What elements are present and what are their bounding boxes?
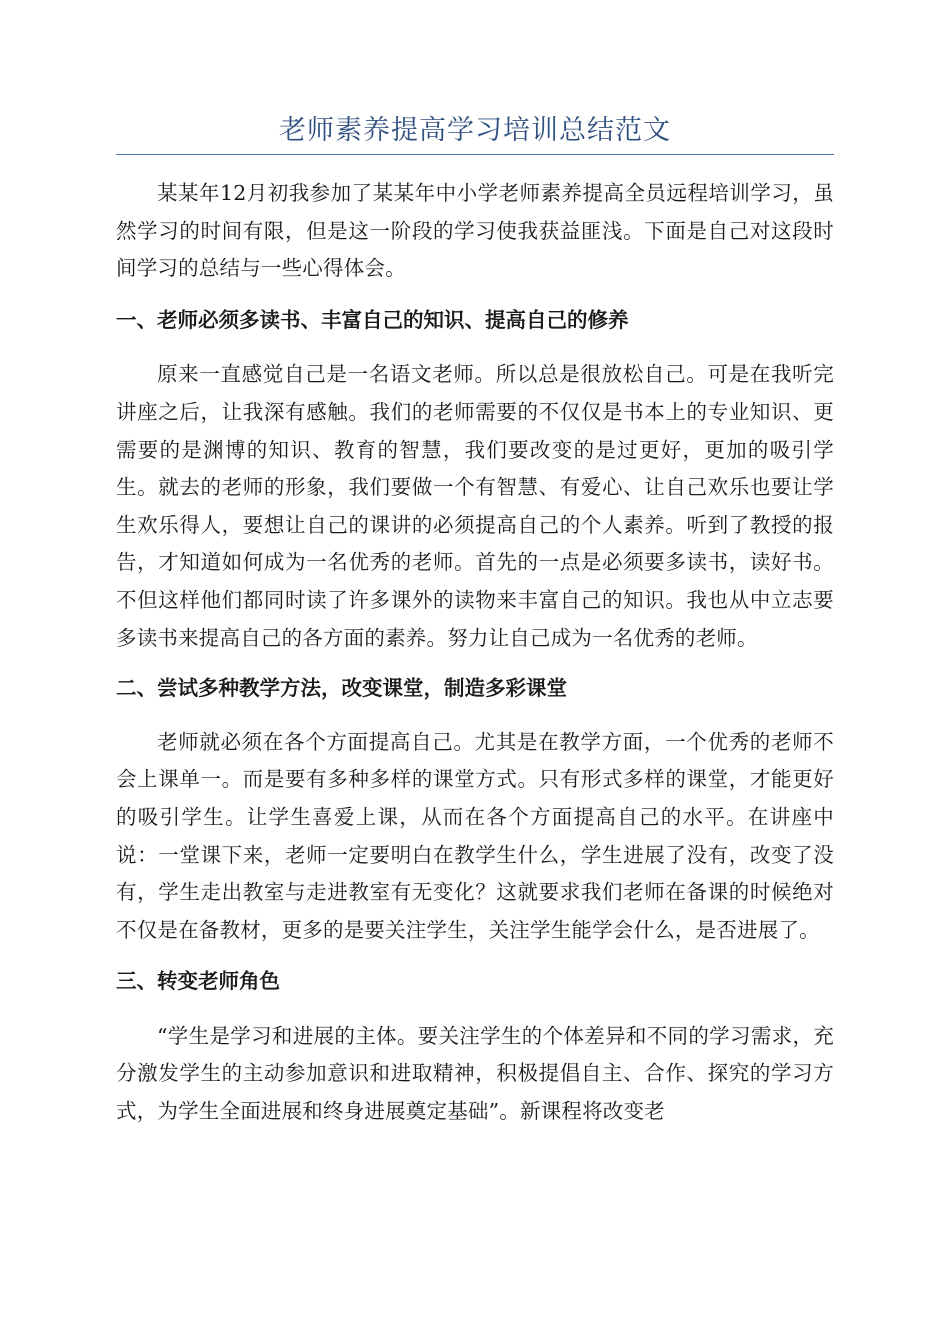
document-title: 老师素养提高学习培训总结范文 xyxy=(279,115,671,146)
document-page xyxy=(116,0,834,1131)
section-heading-3: 三、转变老师角色 xyxy=(116,969,280,994)
section-heading-1: 一、老师必须多读书、丰富自己的知识、提高自己的修养 xyxy=(116,307,629,332)
section-heading-2: 二、尝试多种教学方法，改变课堂，制造多彩课堂 xyxy=(116,676,567,701)
paragraph-intro: 某某年12月初我参加了某某年中小学老师素养提高全员远程培训学习，虽然学习的时间有限，但是这一阶段的学习使我获益匪浅。下面是自己对这段时间学习的总结与一些心得体会。 xyxy=(116,181,834,281)
title-underline xyxy=(116,154,834,155)
paragraph-section-3: “学生是学习和进展的主体。要关注学生的个体差异和不同的学习需求，充分激发学生的主动参加意识和进取精神，积极提倡自主、合作、探究的学习方式，为学生全面进展和终身进展奠定基础”。新课程将改变老 xyxy=(116,1023,834,1124)
paragraph-section-2: 老师就必须在各个方面提高自己。尤其是在教学方面，一个优秀的老师不会上课单一。而是要有多种多样的课堂方式。只有形式多样的课堂，才能更好的吸引学生。让学生喜爱上课，从而在各个方面提高自己的水平。在讲座中说：一堂课下来，老师一定要明白在教学生什么，学生进展了没有，改变了没有，学生走出教室与走进教室有无变化？这就要求我们老师在备课的时候绝对不仅是在备教材，更多的是要关注学生，关注学生能学会什么，是否进展了。 xyxy=(116,729,834,942)
paragraph-section-1: 原来一直感觉自己是一名语文老师。所以总是很放松自己。可是在我听完讲座之后，让我深有感触。我们的老师需要的不仅仅是书本上的专业知识、更需要的是渊博的知识、教育的智慧，我们要改变的是过更好，更加的吸引学生。就去的老师的形象，我们要做一个有智慧、有爱心、让自己欢乐也要让学生欢乐得人，要想让自己的课讲的必须提高自己的个人素养。听到了教授的报告，才知道如何成为一名优秀的老师。首先的一点是必须要多读书，读好书。不但这样他们都同时读了许多课外的读物来丰富自己的知识。我也从中立志要多读书来提高自己的各方面的素养。努力让自己成为一名优秀的老师。 xyxy=(116,362,834,650)
